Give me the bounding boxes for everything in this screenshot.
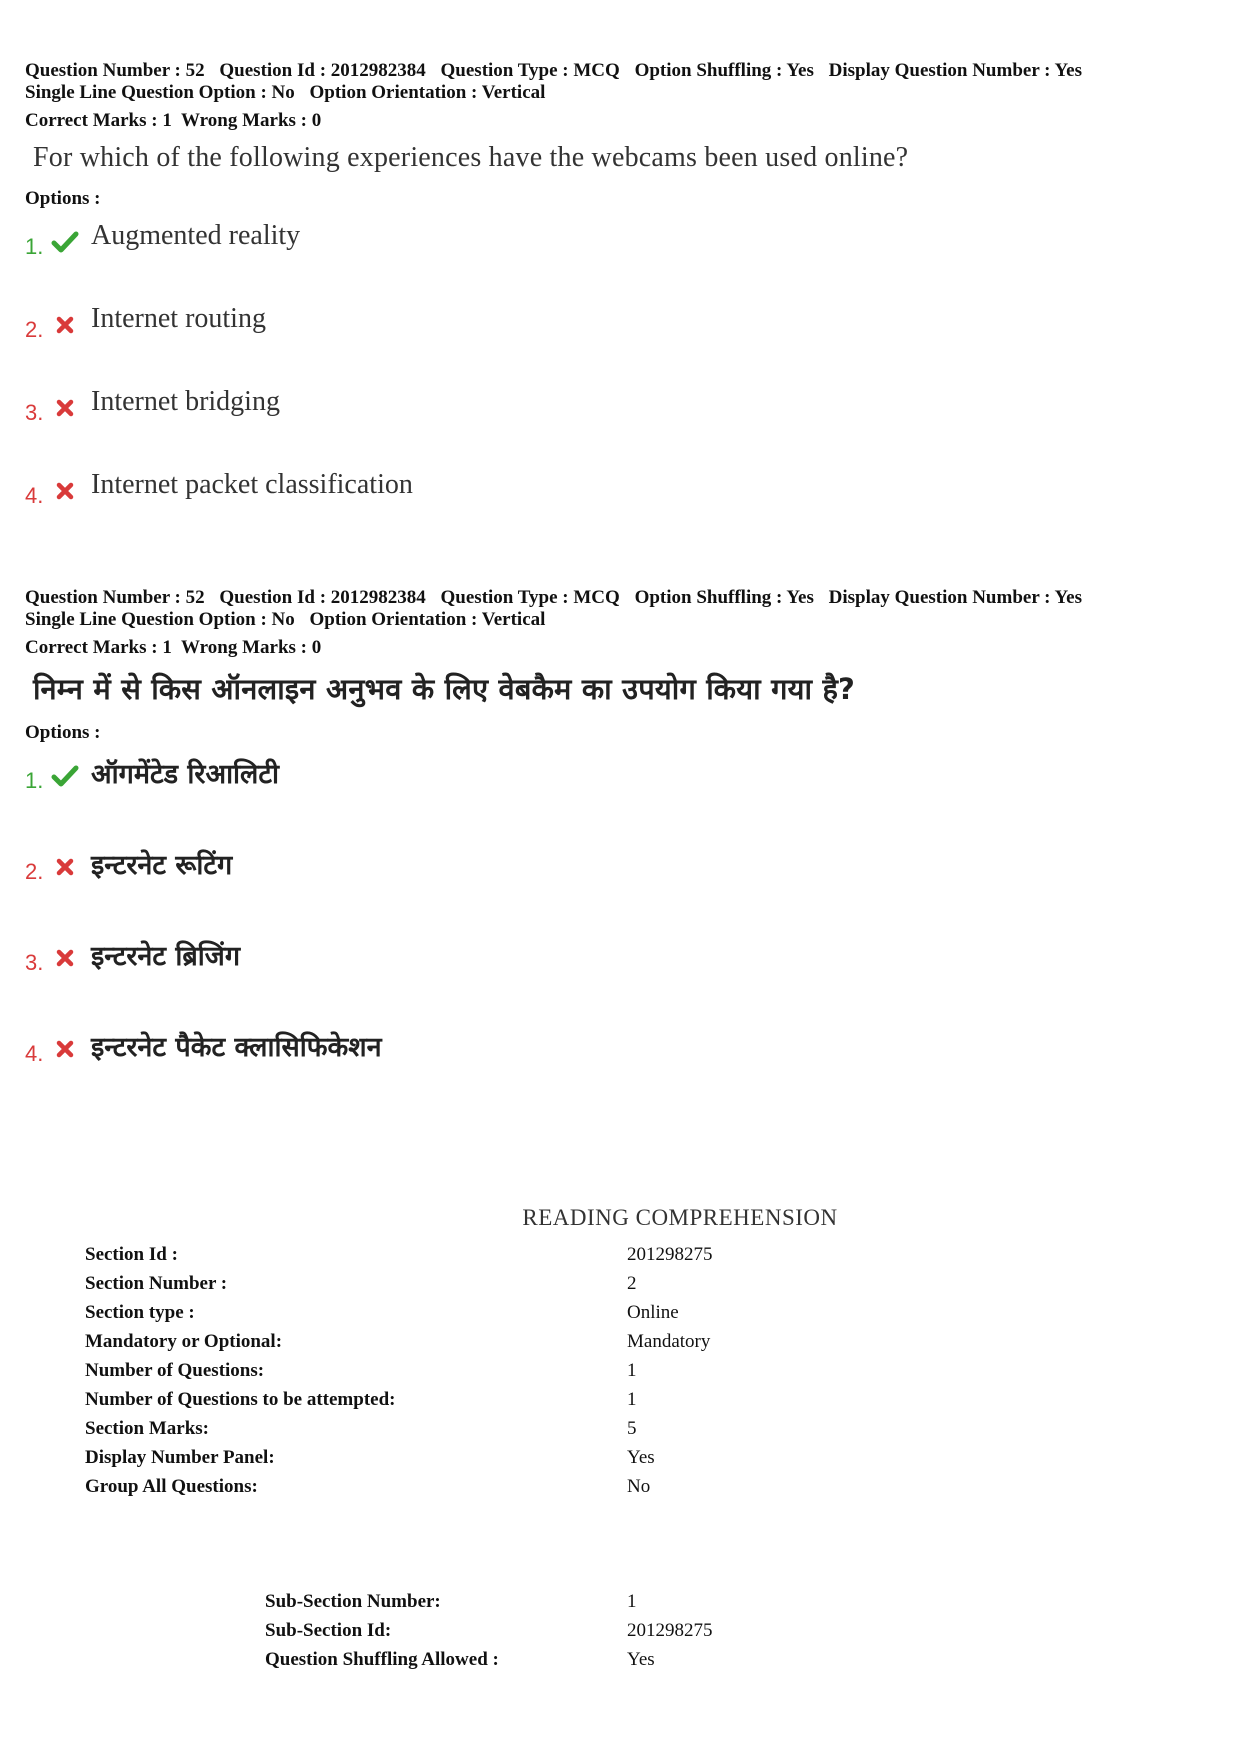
subsection-key: Question Shuffling Allowed : [265, 1649, 499, 1670]
option-2 [25, 303, 1215, 386]
option-number: 1. [25, 234, 44, 259]
option-text: इन्टरनेट पैकेट क्लासिफिकेशन [91, 1032, 382, 1063]
option-number: 3. [25, 400, 44, 425]
question-text: निम्न में से किस ऑनलाइन अनुभव के लिए वेबकैम का उपयोग किया गया है? [33, 672, 856, 706]
check-icon [51, 762, 79, 790]
section-key: Section Marks: [85, 1418, 210, 1439]
cross-icon [51, 1035, 79, 1063]
meta-display-question-number: Display Question Number : Yes [828, 60, 1082, 81]
section-key: Display Number Panel: [85, 1447, 275, 1468]
question-meta-line1 [25, 587, 1215, 609]
options-label: Options : [25, 722, 101, 743]
option-text: ऑगमेंटेड रिआलिटी [91, 759, 279, 790]
meta-option-shuffling: Option Shuffling : Yes [634, 60, 814, 81]
option-text: Internet routing [91, 303, 266, 334]
section-value: 1 [627, 1389, 637, 1410]
meta-question-number: Question Number : 52 [25, 587, 205, 608]
option-3 [25, 936, 1215, 1027]
wrong-marks: Wrong Marks : 0 [181, 637, 322, 658]
section-key: Number of Questions to be attempted: [85, 1389, 396, 1410]
section-key: Section Number : [85, 1273, 228, 1294]
option-1 [25, 754, 1215, 845]
section-key: Mandatory or Optional: [85, 1331, 283, 1352]
meta-question-type: Question Type : MCQ [440, 587, 620, 608]
correct-marks: Correct Marks : 1 [25, 637, 172, 658]
option-number: 4. [25, 1041, 44, 1066]
question-marks [25, 637, 1215, 659]
cross-icon [51, 477, 79, 505]
section-title: READING COMPREHENSION [522, 1205, 838, 1230]
question-marks [25, 110, 1215, 132]
option-number: 1. [25, 768, 44, 793]
section-value: Online [627, 1302, 679, 1323]
section-key: Number of Questions: [85, 1360, 265, 1381]
options-list [25, 754, 1215, 1118]
meta-display-question-number: Display Question Number : Yes [828, 587, 1082, 608]
section-value: Mandatory [627, 1331, 711, 1352]
cross-icon [51, 944, 79, 972]
option-text: Internet packet classification [91, 469, 413, 500]
option-number: 2. [25, 317, 44, 342]
option-2 [25, 845, 1215, 936]
question-meta-line2 [25, 609, 1215, 631]
meta-single-line-option: Single Line Question Option : No [25, 609, 295, 630]
question-block-english [25, 60, 1215, 552]
option-1 [25, 220, 1215, 303]
section-value: 201298275 [627, 1244, 713, 1265]
question-text: For which of the following experiences have the webcams been used online? [33, 142, 909, 173]
question-block-hindi [25, 587, 1215, 1118]
subsection-value: 201298275 [627, 1620, 713, 1641]
options-list [25, 220, 1215, 552]
section-key: Section Id : [85, 1244, 178, 1265]
section-value: No [627, 1476, 651, 1497]
question-meta-line1 [25, 60, 1215, 82]
option-text: Augmented reality [91, 220, 301, 251]
meta-question-id: Question Id : 2012982384 [219, 60, 426, 81]
option-4 [25, 469, 1215, 552]
section-value: 5 [627, 1418, 637, 1439]
wrong-marks: Wrong Marks : 0 [181, 110, 322, 131]
section-value: Yes [627, 1447, 655, 1468]
section-key: Group All Questions: [85, 1476, 258, 1497]
meta-option-orientation: Option Orientation : Vertical [309, 609, 546, 630]
option-number: 3. [25, 950, 44, 975]
section-key: Section type : [85, 1302, 195, 1323]
section-value: 1 [627, 1360, 637, 1381]
subsection-key: Sub-Section Number: [265, 1591, 441, 1612]
options-label: Options : [25, 188, 101, 209]
cross-icon [51, 394, 79, 422]
meta-question-number: Question Number : 52 [25, 60, 205, 81]
meta-question-id: Question Id : 2012982384 [219, 587, 426, 608]
meta-single-line-option: Single Line Question Option : No [25, 82, 295, 103]
meta-question-type: Question Type : MCQ [440, 60, 620, 81]
question-meta-line2 [25, 82, 1215, 104]
subsection-value: 1 [627, 1591, 637, 1612]
check-icon [51, 228, 79, 256]
subsection-value: Yes [627, 1649, 655, 1670]
option-text: Internet bridging [91, 386, 280, 417]
section-value: 2 [627, 1273, 637, 1294]
option-4 [25, 1027, 1215, 1118]
cross-icon [51, 853, 79, 881]
option-number: 2. [25, 859, 44, 884]
correct-marks: Correct Marks : 1 [25, 110, 172, 131]
option-text: इन्टरनेट रूटिंग [91, 850, 233, 881]
option-3 [25, 386, 1215, 469]
option-number: 4. [25, 483, 44, 508]
meta-option-shuffling: Option Shuffling : Yes [634, 587, 814, 608]
option-text: इन्टरनेट ब्रिजिंग [91, 941, 241, 972]
subsection-key: Sub-Section Id: [265, 1620, 392, 1641]
meta-option-orientation: Option Orientation : Vertical [309, 82, 546, 103]
cross-icon [51, 311, 79, 339]
